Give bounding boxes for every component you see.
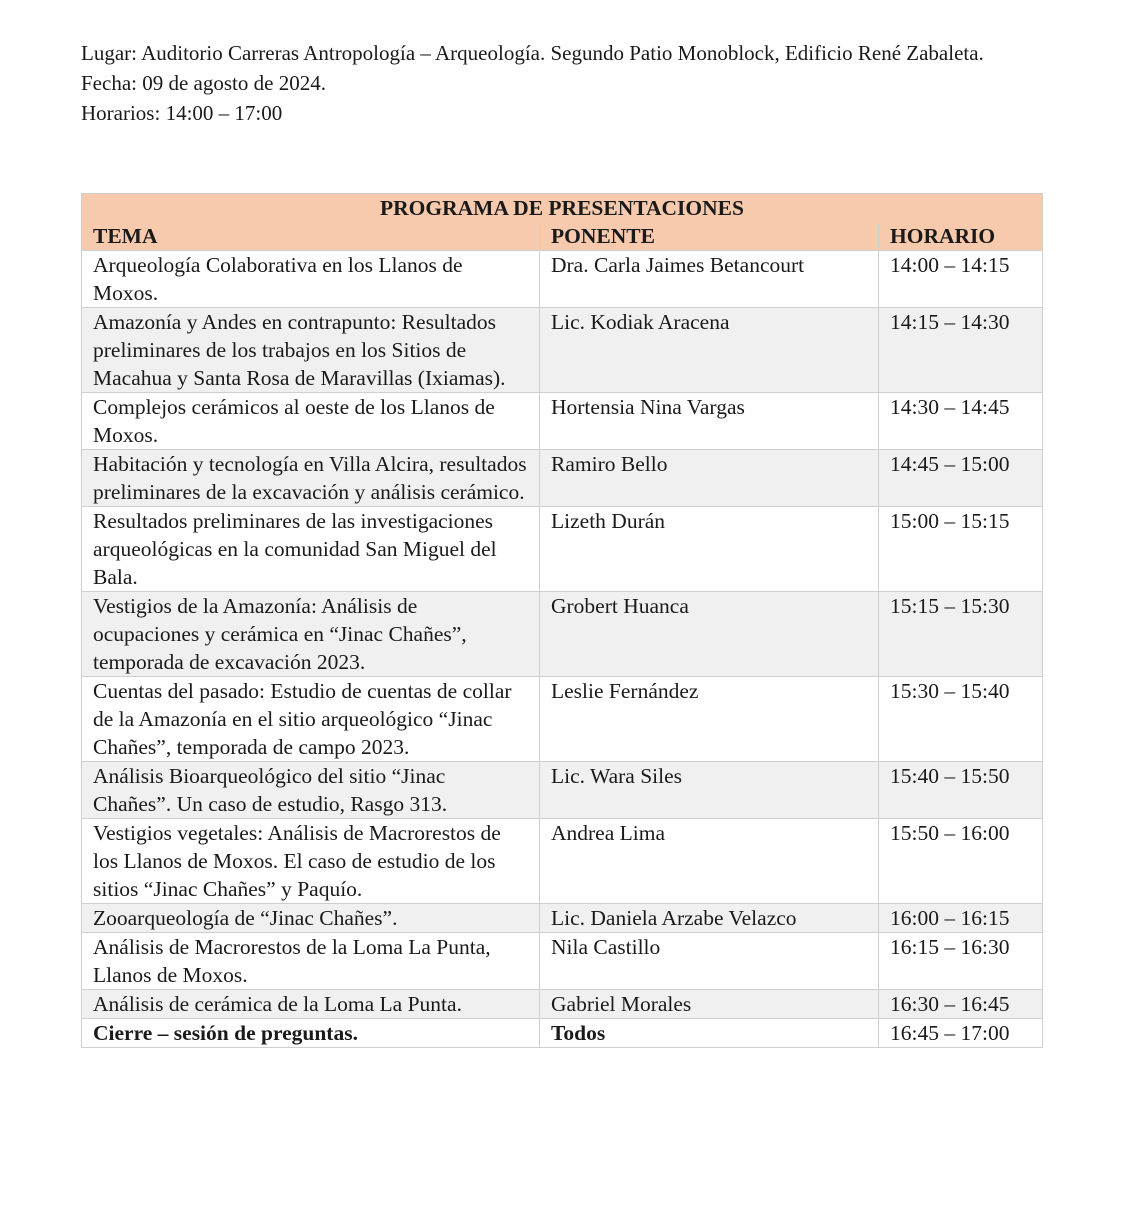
cell-ponente: Todos bbox=[540, 1019, 879, 1048]
table-row bbox=[82, 904, 1043, 933]
cell-ponente: Andrea Lima bbox=[540, 819, 879, 904]
cell-tema: Vestigios vegetales: Análisis de Macrorestos de los Llanos de Moxos. El caso de estudio de los sitios “Jinac Chañes” y Paquío. bbox=[82, 819, 540, 904]
cell-ponente: Lic. Kodiak Aracena bbox=[540, 308, 879, 393]
table-row-closing bbox=[82, 1019, 1043, 1048]
cell-ponente: Lic. Daniela Arzabe Velazco bbox=[540, 904, 879, 933]
cell-tema: Cuentas del pasado: Estudio de cuentas de collar de la Amazonía en el sitio arqueológico “Jinac Chañes”, temporada de campo 2023. bbox=[82, 677, 540, 762]
cell-horario: 16:30 – 16:45 bbox=[879, 990, 1043, 1019]
cell-horario: 14:45 – 15:00 bbox=[879, 450, 1043, 507]
cell-tema: Vestigios de la Amazonía: Análisis de ocupaciones y cerámica en “Jinac Chañes”, temporada de excavación 2023. bbox=[82, 592, 540, 677]
cell-horario: 15:15 – 15:30 bbox=[879, 592, 1043, 677]
cell-ponente: Lizeth Durán bbox=[540, 507, 879, 592]
header-ponente: PONENTE bbox=[540, 222, 879, 251]
cell-tema: Análisis de Macrorestos de la Loma La Punta, Llanos de Moxos. bbox=[82, 933, 540, 990]
header-tema: TEMA bbox=[82, 222, 540, 251]
cell-horario: 15:40 – 15:50 bbox=[879, 762, 1043, 819]
table-row bbox=[82, 308, 1043, 393]
event-date: Fecha: 09 de agosto de 2024. bbox=[81, 71, 326, 95]
cell-tema: Amazonía y Andes en contrapunto: Resultados preliminares de los trabajos en los Sitios de Macahua y Santa Rosa de Maravillas (Ixiamas). bbox=[82, 308, 540, 393]
table-row bbox=[82, 677, 1043, 762]
cell-tema: Resultados preliminares de las investigaciones arqueológicas en la comunidad San Miguel del Bala. bbox=[82, 507, 540, 592]
cell-horario: 15:30 – 15:40 bbox=[879, 677, 1043, 762]
table-row bbox=[82, 933, 1043, 990]
table-title: PROGRAMA DE PRESENTACIONES bbox=[82, 194, 1043, 223]
table-row bbox=[82, 507, 1043, 592]
cell-tema: Arqueología Colaborativa en los Llanos de Moxos. bbox=[82, 251, 540, 308]
event-hours: Horarios: 14:00 – 17:00 bbox=[81, 101, 283, 125]
cell-ponente: Nila Castillo bbox=[540, 933, 879, 990]
table-row bbox=[82, 450, 1043, 507]
cell-tema: Complejos cerámicos al oeste de los Llanos de Moxos. bbox=[82, 393, 540, 450]
cell-horario: 14:30 – 14:45 bbox=[879, 393, 1043, 450]
cell-ponente: Hortensia Nina Vargas bbox=[540, 393, 879, 450]
table-row bbox=[82, 251, 1043, 308]
cell-ponente: Leslie Fernández bbox=[540, 677, 879, 762]
table-header-row bbox=[82, 222, 1043, 251]
cell-horario: 15:50 – 16:00 bbox=[879, 819, 1043, 904]
cell-ponente: Grobert Huanca bbox=[540, 592, 879, 677]
cell-horario: 14:00 – 14:15 bbox=[879, 251, 1043, 308]
cell-tema: Zooarqueología de “Jinac Chañes”. bbox=[82, 904, 540, 933]
cell-ponente: Ramiro Bello bbox=[540, 450, 879, 507]
cell-horario: 15:00 – 15:15 bbox=[879, 507, 1043, 592]
table-row bbox=[82, 592, 1043, 677]
cell-ponente: Lic. Wara Siles bbox=[540, 762, 879, 819]
cell-tema: Cierre – sesión de preguntas. bbox=[82, 1019, 540, 1048]
header-horario: HORARIO bbox=[879, 222, 1043, 251]
table-row bbox=[82, 393, 1043, 450]
cell-tema: Análisis de cerámica de la Loma La Punta. bbox=[82, 990, 540, 1019]
table-row bbox=[82, 819, 1043, 904]
cell-horario: 16:45 – 17:00 bbox=[879, 1019, 1043, 1048]
cell-horario: 16:00 – 16:15 bbox=[879, 904, 1043, 933]
cell-ponente: Gabriel Morales bbox=[540, 990, 879, 1019]
event-info bbox=[81, 38, 1041, 128]
event-location: Lugar: Auditorio Carreras Antropología – Arqueología. Segundo Patio Monoblock, Edificio René Zabaleta. bbox=[81, 41, 984, 65]
cell-horario: 16:15 – 16:30 bbox=[879, 933, 1043, 990]
table-row bbox=[82, 762, 1043, 819]
presentations-table bbox=[81, 193, 1043, 1048]
table-row bbox=[82, 990, 1043, 1019]
cell-tema: Análisis Bioarqueológico del sitio “Jinac Chañes”. Un caso de estudio, Rasgo 313. bbox=[82, 762, 540, 819]
cell-ponente: Dra. Carla Jaimes Betancourt bbox=[540, 251, 879, 308]
cell-tema: Habitación y tecnología en Villa Alcira, resultados preliminares de la excavación y análisis cerámico. bbox=[82, 450, 540, 507]
cell-horario: 14:15 – 14:30 bbox=[879, 308, 1043, 393]
